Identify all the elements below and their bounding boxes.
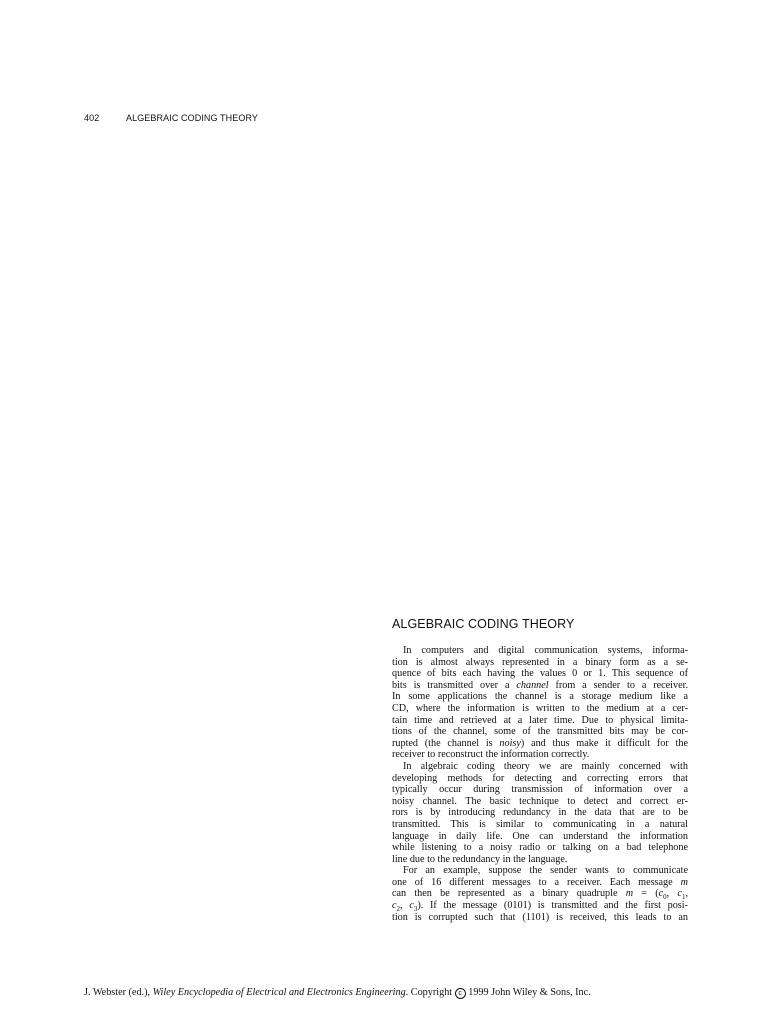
body-line: For an example, suppose the sender wants to communicate [403, 865, 688, 877]
math-text: = ( [633, 888, 659, 900]
footer-text: . Copyright [405, 987, 455, 998]
running-header [84, 113, 258, 123]
body-line: noisy channel. The basic technique to detect and correct er- [392, 795, 688, 807]
math-c: c [658, 888, 664, 900]
body-line: tion is almost always represented in a binary form as a se- [392, 656, 688, 668]
body-line: In some applications the channel is a storage medium like a [392, 691, 688, 703]
footer-text: J. Webster (ed.), [84, 987, 153, 998]
body-line: tion is corrupted such that (1101) is received, this leads to an [392, 911, 688, 923]
emphasis-channel: channel [516, 679, 549, 691]
footer-text: 1999 John Wiley & Sons, Inc. [465, 987, 591, 998]
page-number: 402 [84, 113, 100, 123]
math-text: , [400, 900, 410, 912]
body-line: CD, where the information is written to the medium at a cer- [392, 702, 688, 714]
body-line: tain time and retrieved at a later time. Due to physical limita- [392, 714, 688, 726]
copyright-icon: c [455, 988, 466, 999]
article-body [392, 645, 688, 923]
math-c: c [392, 900, 397, 912]
body-text: ) and thus make it difficult for the [520, 737, 688, 749]
body-line: transmitted. This is similar to communicating in a natural [392, 818, 688, 830]
body-line: receiver to reconstruct the information correctly. [392, 749, 590, 761]
body-line: In algebraic coding theory we are mainly concerned with [403, 760, 688, 772]
body-line: language in daily life. One can understand the information [392, 830, 688, 842]
body-text: bits is transmitted over a [392, 679, 517, 691]
body-line: while listening to a noisy radio or talking on a bad telephone [392, 842, 688, 854]
math-text: , [666, 888, 678, 900]
encyclopedia-title: Wiley Encyclopedia of Electrical and Electronics Engineering [152, 987, 406, 998]
math-c: c [409, 900, 414, 912]
math-m: m [680, 876, 688, 888]
body-line: typically occur during transmission of information over a [392, 784, 688, 796]
running-title: ALGEBRAIC CODING THEORY [126, 113, 258, 123]
body-line [392, 680, 688, 692]
body-line [392, 900, 688, 912]
math-c: c [677, 888, 682, 900]
body-text: rupted (the channel is [392, 737, 500, 749]
body-line [392, 888, 688, 900]
math-subscript: 1 [681, 893, 686, 902]
body-line [392, 877, 688, 889]
article-title: ALGEBRAIC CODING THEORY [392, 617, 575, 631]
body-line: line due to the redundancy in the language. [392, 853, 568, 865]
math-m: m [625, 888, 634, 900]
body-line [392, 738, 688, 750]
math-subscript: 0 [663, 893, 667, 902]
body-line: rors is by introducing redundancy in the data that are to be [392, 807, 688, 819]
math-text: , [685, 888, 688, 900]
body-text: from a sender to a receiver. [548, 679, 688, 691]
body-text: one of 16 different messages to a receiver. Each message [392, 876, 681, 888]
body-line: quence of bits each having the values 0 or 1. This sequence of [392, 668, 688, 680]
math-subscript: 2 [396, 905, 401, 914]
body-line: In computers and digital communication systems, informa- [403, 645, 688, 656]
body-line: tions of the channel, some of the transmitted bits may be cor- [392, 726, 688, 738]
body-text: ). If the message (0101) is transmitted and the first posi- [417, 900, 688, 912]
footer-credit [84, 987, 591, 999]
body-line: developing methods for detecting and correcting errors that [392, 772, 688, 784]
emphasis-noisy: noisy [499, 737, 521, 749]
math-subscript: 3 [413, 905, 418, 914]
body-text: can then be represented as a binary quadruple [392, 888, 626, 900]
